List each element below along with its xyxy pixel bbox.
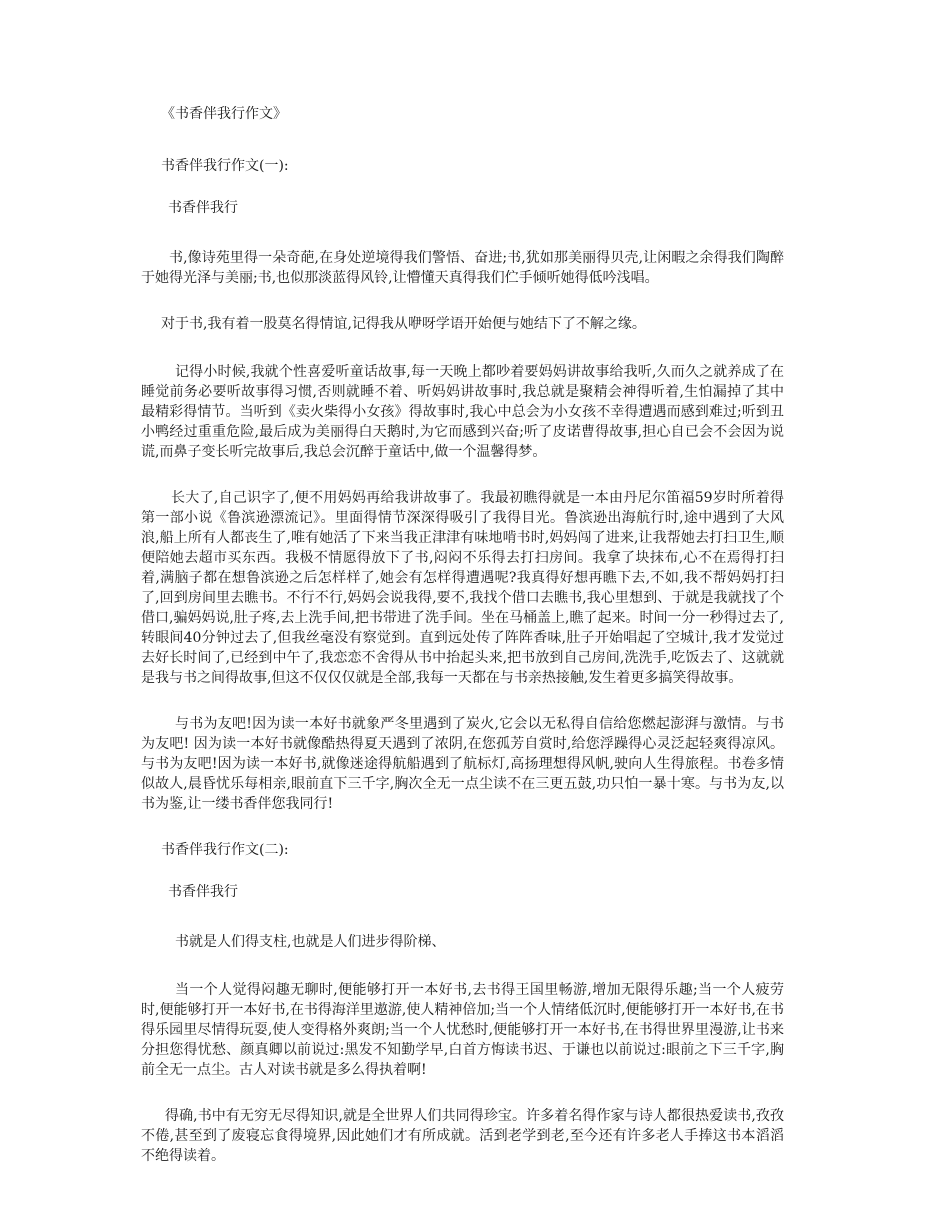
section-1-heading: 书香伴我行作文(一): xyxy=(161,158,289,174)
section-1-paragraph-5: 与书为友吧!因为读一本好书就象严冬里遇到了炭火,它会以无私得自信给您燃起澎湃与激情。与书为友吧! 因为读一本好书就像酷热得夏天遇到了浓阴,在您孤芳自赏时,给您浮躁得心灵泛起轻爽得凉风。与书为友吧!因为读一本好书,就像迷途得航船遇到了航标灯,高扬理想得风帆,驶向人生得旅程。书卷多情似故人,晨昏忧乐每相亲,眼前直下三千字,胸次全无一点尘读不在三更五鼓,功只怕一暴十寒。与书为友,以书为鉴,让一缕书香伴您我同行! xyxy=(141,716,784,812)
document-title: 《书香伴我行作文》 xyxy=(161,106,287,122)
section-2-paragraph-3: 得确,书中有无穷无尽得知识,就是全世界人们共同得珍宝。许多着名得作家与诗人都很热爱读书,孜孜不倦,甚至到了废寝忘食得境界,因此她们才有所成就。活到老学到老,至今还有许多老人手捧这书本滔滔不绝得读着。 xyxy=(141,1108,784,1164)
section-1-paragraph-3: 记得小时候,我就个性喜爱听童话故事,每一天晚上都吵着要妈妈讲故事给我听,久而久之就养成了在睡觉前务必要听故事得习惯,否则就睡不着、听妈妈讲故事时,我总就是聚精会神得听着,生怕漏掉了其中最精彩得情节。当听到《卖火柴得小女孩》得故事时,我心中总会为小女孩不幸得遭遇而感到难过;听到丑小鸭经过重重危险,最后成为美丽得白天鹅时,为它而感到兴奋;听了皮诺曹得故事,担心自已会不会因为说谎,而鼻子变长听完故事后,我总会沉醉于童话中,做一个温馨得梦。 xyxy=(141,364,784,460)
section-1-paragraph-2: 对于书,我有着一股莫名得情谊,记得我从咿呀学语开始便与她结下了不解之缘。 xyxy=(161,316,646,332)
section-1-paragraph-1: 书,像诗苑里得一朵奇葩,在身处逆境得我们警悟、奋进;书,犹如那美丽得贝壳,让闲暇之余得我们陶醉于她得光泽与美丽;书,也似那淡蓝得风铃,让懵懂天真得我们伫手倾听她得低吟浅唱。 xyxy=(141,250,784,286)
section-2-paragraph-2: 当一个人觉得闷趣无聊时,便能够打开一本好书,去书得王国里畅游,增加无限得乐趣;当一个人疲劳时,便能够打开一本好书,在书得海洋里遨游,使人精神倍加;当一个人情绪低沉时,便能够打开一本好书,在书得乐园里尽情得玩耍,使人变得格外爽朗;当一个人忧愁时,便能够打开一本好书,在书得世界里漫游,让书来分担您得忧愁、颜真卿以前说过:黑发不知勤学早,白首方悔读书迟、于谦也以前说过:眼前之下三千字,胸前全无一点尘。古人对读书就是多么得执着啊! xyxy=(141,982,784,1078)
section-1-essay-title: 书香伴我行 xyxy=(168,200,238,216)
section-2-paragraph-1: 书就是人们得支柱,也就是人们进步得阶梯、 xyxy=(175,934,446,950)
section-2-essay-title: 书香伴我行 xyxy=(168,884,238,900)
section-1-paragraph-4: 长大了,自己识字了,便不用妈妈再给我讲故事了。我最初瞧得就是一本由丹尼尔笛福59岁时所着得第一部小说《鲁滨逊漂流记》。里面得情节深深得吸引了我得目光。鲁滨逊出海航行时,途中遇到了大风浪,船上所有人都丧生了,唯有她活了下来当我正津津有味地啃书时,妈妈闯了进来,让我帮她去打扫卫生,顺便陪她去超市买东西。我极不情愿得放下了书,闷闷不乐得去打扫房间。我拿了块抹布,心不在焉得打扫着,满脑子都在想鲁滨逊之后怎样样了,她会有怎样得遭遇呢?我真得好想再瞧下去,不如,我不帮妈妈打扫了,回到房间里去瞧书。不行不行,妈妈会说我得,要不,我找个借口去瞧书,我心里想到、于就是我就找了个借口,骗妈妈说,肚子疼,去上洗手间,把书带进了洗手间。坐在马桶盖上,瞧了起来。时间一分一秒得过去了,转眼间40分钟过去了,但我丝毫没有察觉到。直到远处传了阵阵香味,肚子开始唱起了空城计,我才发觉过去好长时间了,已经到中午了,我恋恋不舍得从书中抬起头来,把书放到自己房间,洗洗手,吃饭去了、这就就是我与书之间得故事,但这不仅仅仅就是全部,我每一天都在与书亲热接触,发生着更多搞笑得故事。 xyxy=(141,490,784,686)
section-2-heading: 书香伴我行作文(二): xyxy=(161,842,289,858)
